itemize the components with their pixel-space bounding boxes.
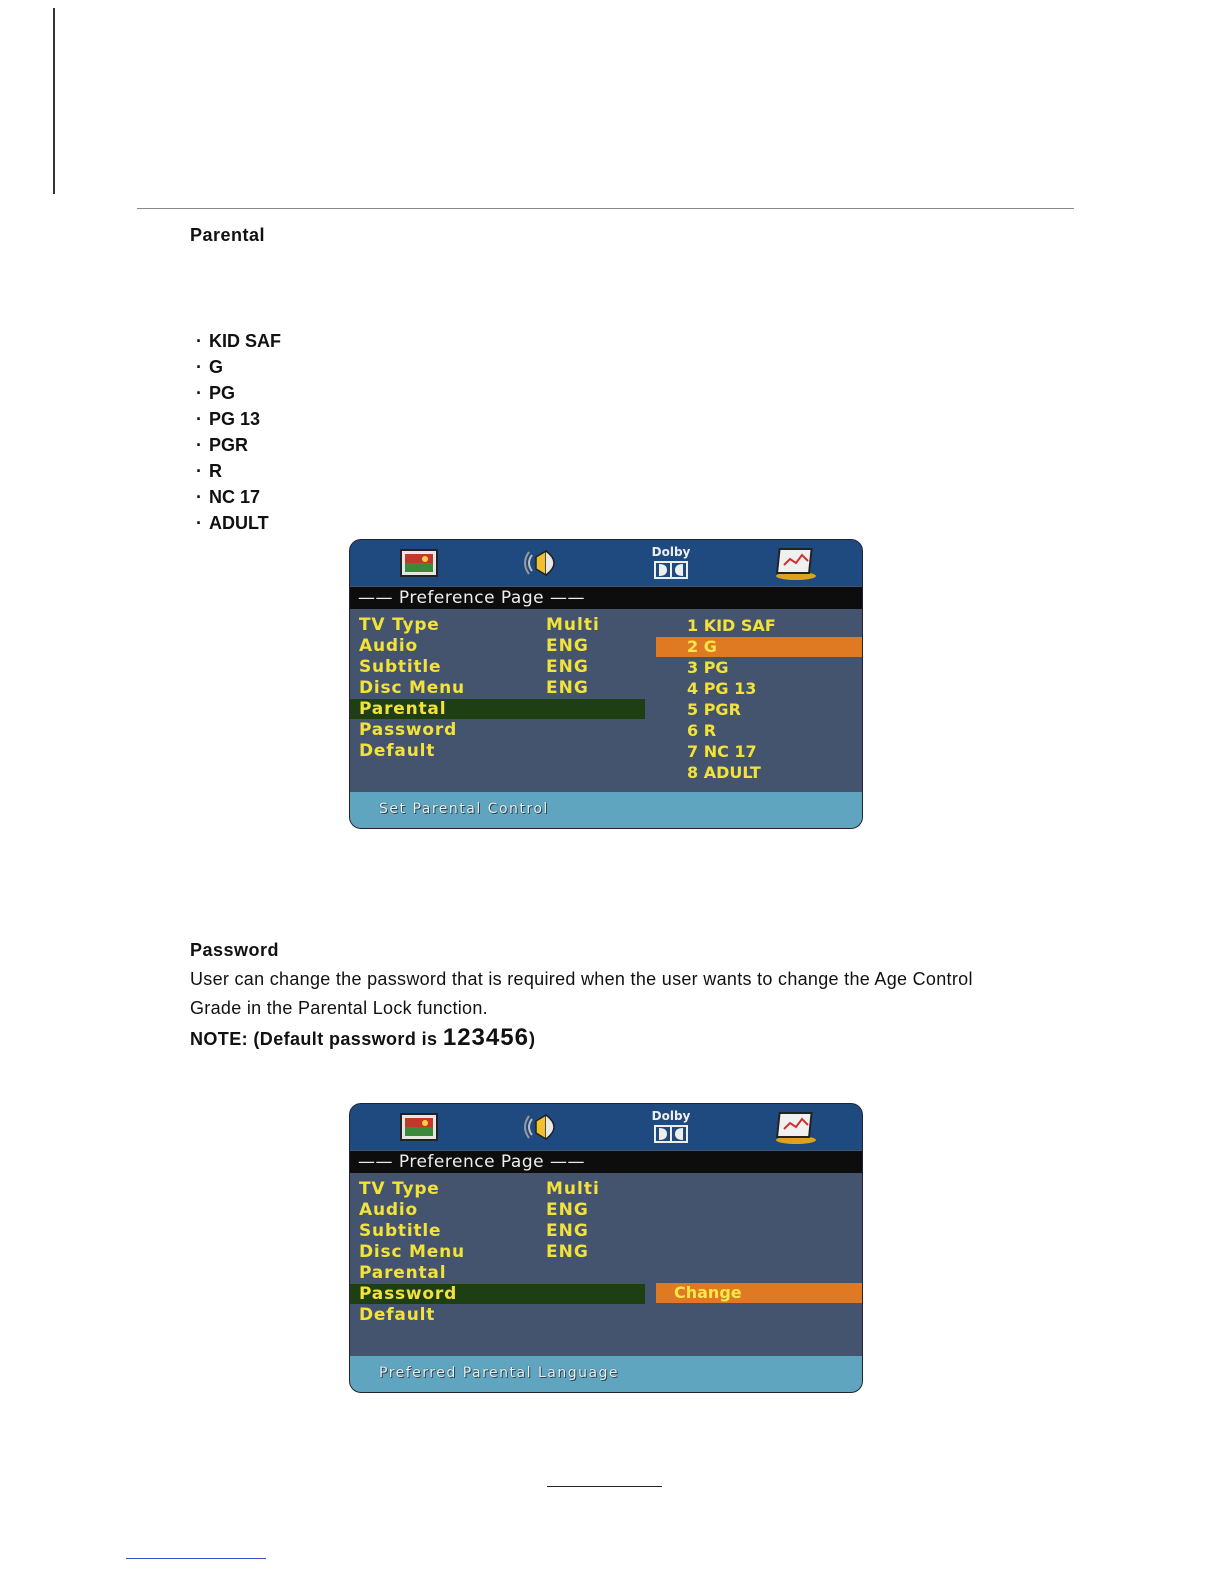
footer-link-rule — [126, 1558, 266, 1559]
menu-item-subtitle[interactable]: Subtitle ENG — [359, 1221, 589, 1241]
bullet-icon: · — [196, 356, 202, 377]
default-password-note: NOTE: (Default password is 123456) — [190, 1024, 536, 1051]
password-description-line2: Grade in the Parental Lock function. — [190, 998, 488, 1018]
menu-item-audio[interactable]: Audio ENG — [359, 1200, 589, 1220]
rating-option-3[interactable]: 3 PG — [687, 658, 729, 677]
speaker-icon[interactable] — [522, 545, 570, 581]
bullet-icon: · — [196, 486, 202, 507]
margin-line — [53, 8, 55, 194]
menu-item-default[interactable]: Default — [359, 1305, 436, 1325]
list-item: · G — [196, 356, 224, 377]
list-item: · PG 13 — [196, 408, 261, 429]
osd-menu-password — [349, 1103, 863, 1393]
menu-item-tv-type[interactable]: TV Type Multi — [359, 1179, 600, 1199]
page-title: —— Preference Page —— — [350, 1151, 862, 1173]
bullet-icon: · — [196, 408, 202, 429]
menu-item-disc-menu[interactable]: Disc Menu ENG — [359, 678, 589, 698]
header-rule — [137, 208, 1074, 209]
ratings-list — [196, 328, 281, 536]
status-text: Preferred Parental Language — [379, 1365, 620, 1381]
rating-option-5[interactable]: 5 PGR — [687, 700, 741, 719]
rating-option-4[interactable]: 4 PG 13 — [687, 679, 757, 698]
tv-picture-icon[interactable] — [395, 545, 443, 581]
menu-item-parental[interactable]: Parental — [359, 1263, 447, 1283]
preference-icon[interactable] — [772, 545, 820, 581]
change-password-option[interactable]: Change — [656, 1283, 862, 1303]
menu-item-subtitle[interactable]: Subtitle ENG — [359, 657, 589, 677]
menu-item-password[interactable]: Password — [359, 720, 458, 740]
bullet-icon: · — [196, 460, 202, 481]
list-item: · ADULT — [196, 512, 269, 533]
status-text: Set Parental Control — [379, 801, 549, 817]
bullet-icon: · — [196, 434, 202, 455]
menu-item-audio[interactable]: Audio ENG — [359, 636, 589, 656]
page-title: —— Preference Page —— — [350, 587, 862, 609]
rating-option-1[interactable]: 1 KID SAF — [687, 616, 776, 635]
list-item: · R — [196, 460, 222, 481]
osd-menu-parental — [349, 539, 863, 829]
status-bar — [350, 1356, 862, 1392]
menu-item-tv-type[interactable]: TV Type Multi — [359, 615, 600, 635]
menu-item-default[interactable]: Default — [359, 741, 436, 761]
parental-heading: Parental — [190, 225, 266, 245]
password-description-line1: User can change the password that is required when the user wants to change the Age Control — [190, 969, 973, 989]
menu-item-parental[interactable] — [350, 699, 862, 720]
list-item: · NC 17 — [196, 486, 261, 507]
menu-item-disc-menu[interactable]: Disc Menu ENG — [359, 1242, 589, 1262]
selection-highlight: Password — [350, 1284, 645, 1304]
rating-option-8[interactable]: 8 ADULT — [687, 763, 761, 782]
footer-rule — [547, 1486, 662, 1487]
icon-bar — [350, 540, 862, 586]
rating-option-2-selected[interactable]: 2 G — [656, 637, 862, 657]
status-bar — [350, 792, 862, 828]
list-item: · KID SAF — [196, 330, 281, 351]
bullet-icon: · — [196, 512, 202, 533]
list-item: · PG — [196, 382, 236, 403]
default-password: 123456 — [442, 1024, 529, 1051]
icon-bar — [350, 1104, 862, 1150]
password-heading: Password — [190, 940, 280, 960]
list-item: · PGR — [196, 434, 249, 455]
selection-highlight: Parental — [350, 699, 645, 719]
dolby-icon[interactable]: Dolby — [647, 1109, 695, 1145]
bullet-icon: · — [196, 382, 202, 403]
speaker-icon[interactable] — [522, 1109, 570, 1145]
rating-option-6[interactable]: 6 R — [687, 721, 717, 740]
bullet-icon: · — [196, 330, 202, 351]
dolby-icon[interactable]: Dolby — [647, 545, 695, 581]
preference-icon[interactable] — [772, 1109, 820, 1145]
rating-option-7[interactable]: 7 NC 17 — [687, 742, 757, 761]
tv-picture-icon[interactable] — [395, 1109, 443, 1145]
